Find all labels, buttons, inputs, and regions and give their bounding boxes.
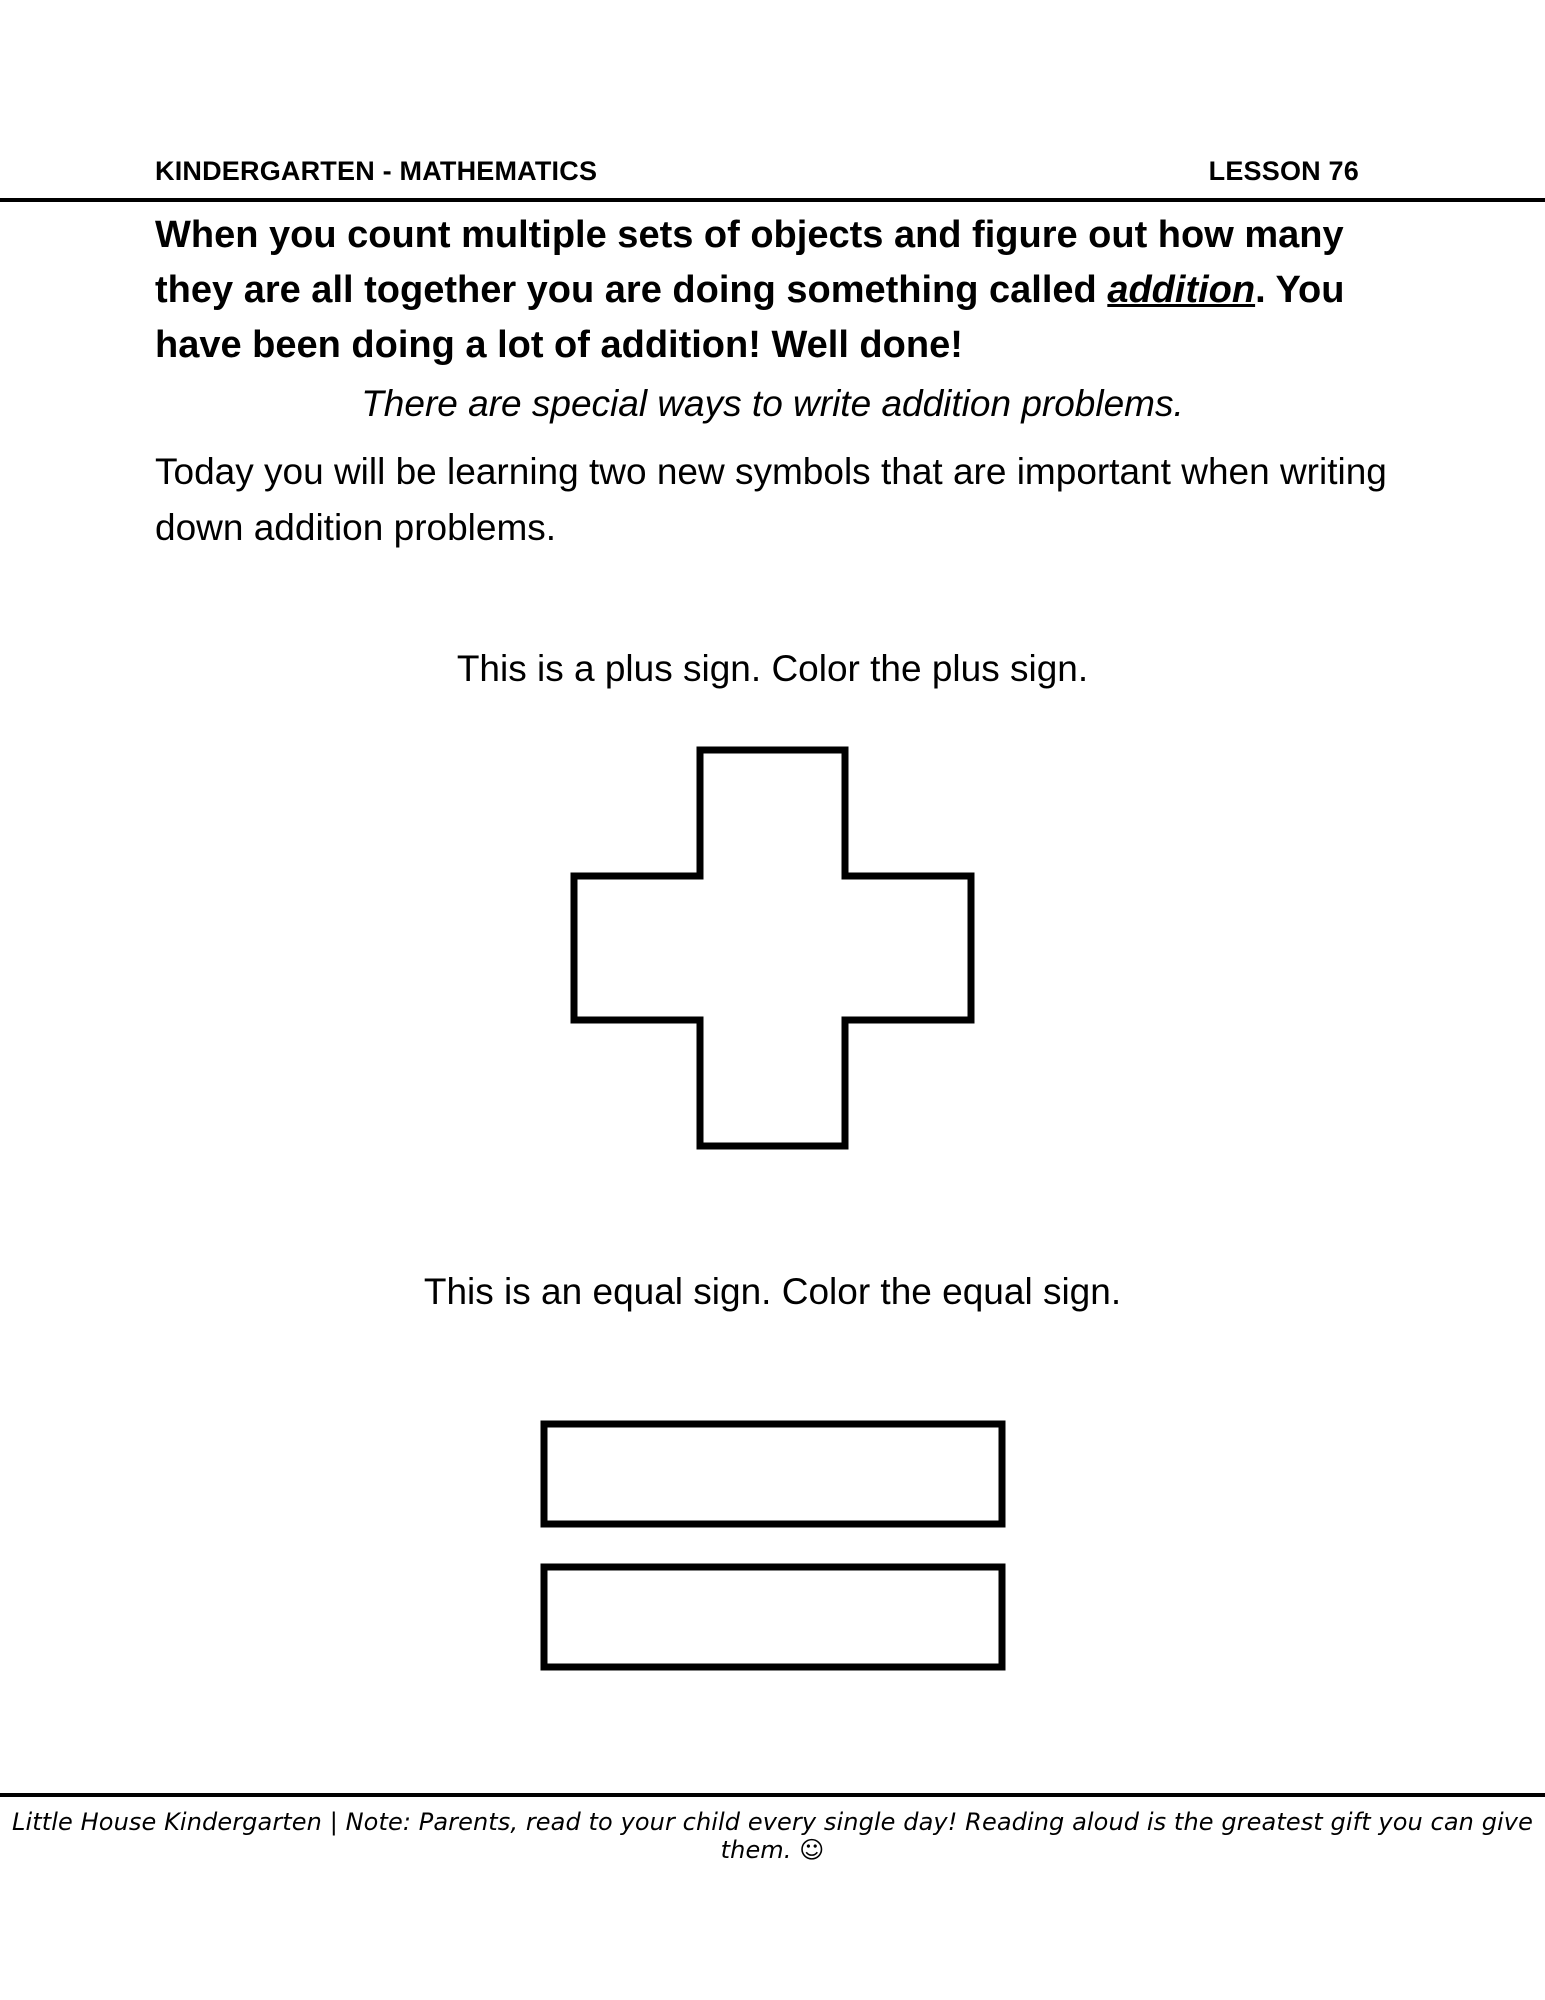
intro-text-end: . You have been doing a lot of addition! Well done! bbox=[155, 269, 1345, 366]
equal-sign-caption: This is an equal sign. Color the equal sign. bbox=[423, 1271, 1122, 1312]
equal-sign-top-bar[interactable] bbox=[544, 1424, 1002, 1524]
special-ways-line: There are special ways to write addition problems. bbox=[361, 383, 1184, 424]
addition-keyword: addition bbox=[1107, 269, 1256, 311]
footer-note: Little House Kindergarten | Note: Parents, read to your child every single day! Reading aloud is the greatest gift you can give them. ☺ bbox=[12, 1808, 1533, 1864]
lesson-number: LESSON 76 bbox=[1208, 156, 1359, 186]
equal-sign-bottom-bar[interactable] bbox=[544, 1567, 1002, 1667]
footer-divider bbox=[0, 1793, 1545, 1797]
plus-sign-outline[interactable] bbox=[574, 750, 971, 1146]
plus-sign-caption: This is a plus sign. Color the plus sign. bbox=[456, 648, 1089, 689]
today-paragraph: Today you will be learning two new symbols that are important when writing down addition problems. bbox=[155, 451, 1387, 548]
intro-text-start: When you count multiple sets of objects and figure out how many they are all together you are doing something called bbox=[155, 214, 1344, 311]
course-title: KINDERGARTEN - MATHEMATICS bbox=[155, 156, 598, 186]
